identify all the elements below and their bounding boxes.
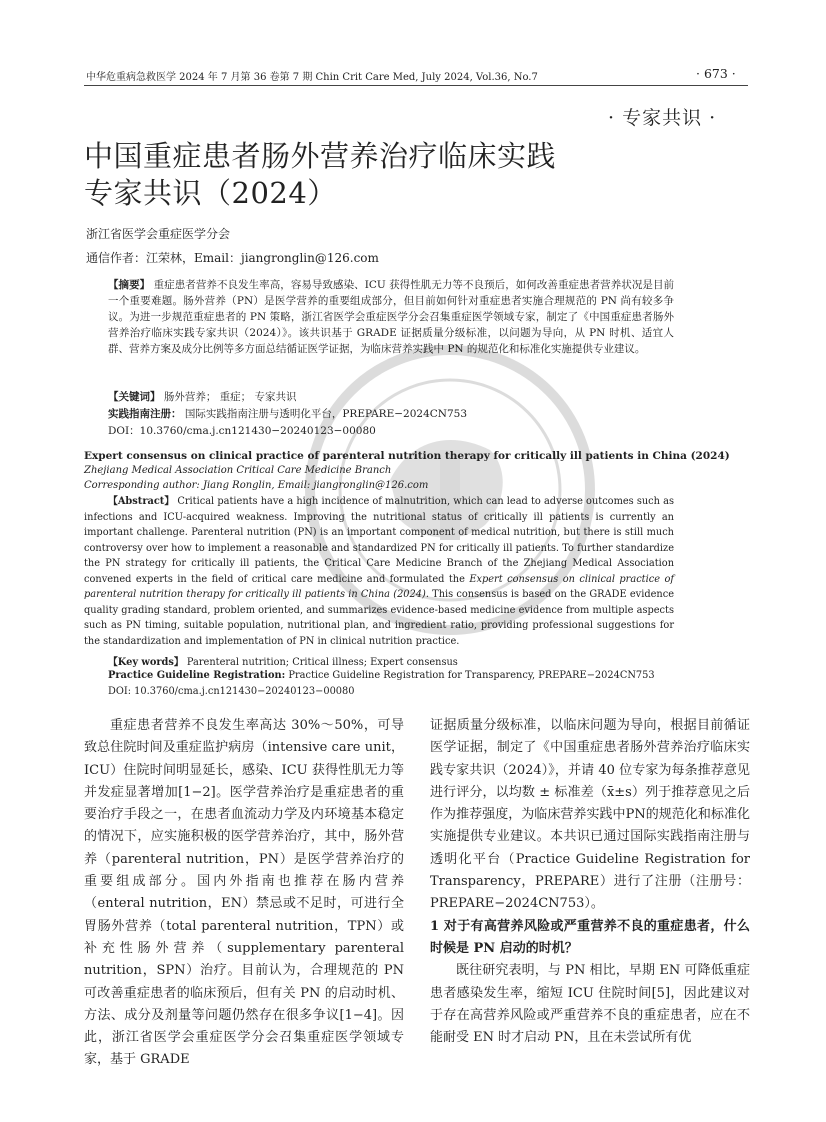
keywords-label: 【关键词】: [108, 391, 161, 403]
english-abstract: [84, 494, 674, 649]
abstract-text: 重症患者营养不良发生率高，容易导致感染、ICU 获得性肌无力等不良预后，如何改善重症患者营养状况是目前一个重要难题。肠外营养（PN）是医学营养的重要组成部分，但目前如何针对重症患者实施合理规范的 PN 尚有较多争议。为进一步规范重症患者的 PN 策略，浙江省医学会重症医学分会召集重症医学领域专家，制定了《中国重症患者肠外营养治疗临床实践专家共识（2024）》。该共识基于 GRADE 证据质量分级标准，以问题为导向，从 PN 时机、适宜人群、营养方案及成分比例等多方面总结循证医学证据，为临床营养实践中 PN 的规范化和标准化实施提供专业建议。: [108, 279, 675, 355]
body-paragraph-2: 既往研究表明，与 PN 相比，早期 EN 可降低重症患者感染发生率，缩短 ICU 住院时间[5]，因此建议对于存在高营养风险或严重营养不良的重症患者，应在不能耐受 EN 时才启动 PN，且在未尝试所有优: [430, 963, 750, 1046]
body-paragraph-cont: 证据质量分级标准，以临床问题为导向，根据目前循证医学证据，制定了《中国重症患者肠外营养治疗临床实践专家共识（2024）》，并请 40 位专家为每条推荐意见进行评分，以均数 ± 标准差（x̄±s）列于推荐意见之后作为推荐强度，为临床营养实践中PN的规范化和标准化实施提供专业建议。本共识已通过国际实践指南注册与透明化平台（Practice Guideline Registration for Transparency，PREPARE）进行了注册（注册号：PREPARE−2024CN753）。: [430, 718, 750, 912]
en-registration-label: Practice Guideline Registration:: [108, 670, 286, 681]
corresponding-author: 通信作者：江荣林，Email：jiangronglin@126.com: [86, 251, 379, 265]
chinese-abstract: [108, 277, 674, 357]
en-abstract-label: 【Abstract】: [108, 496, 175, 507]
journal-header: 中华危重病急救医学 2024 年 7 月第 36 卷第 7 期 Chin Crit Care Med, July 2024, Vol.36, No.7: [86, 72, 538, 83]
cn-doi: DOI：10.3760/cma.j.cn121430−20240123−00080: [108, 425, 376, 437]
en-registration-text: Practice Guideline Registration for Transparency, PREPARE−2024CN753: [288, 670, 655, 681]
en-keywords: [108, 654, 458, 668]
registration-text: 国际实践指南注册与透明化平台，PREPARE−2024CN753: [184, 408, 468, 420]
body-paragraph: 重症患者营养不良发生率高达 30%～50%，可导致总住院时间及重症监护病房（intensive care unit，ICU）住院时间明显延长，感染、ICU 获得性肌无力等并发症显著增加[1−2]。医学营养治疗是重症患者的重要治疗手段之一，在患者血流动力学及内环境基本稳定的情况下，应实施积极的医学营养治疗，其中，肠外营养（parenteral nutrition，PN）是医学营养治疗的重要组成部分。国内外指南也推荐在肠内营养（enteral nutrition，EN）禁忌或不足时，可进行全胃肠外营养（total parenteral nutrition，TPN）或补充性肠外营养（supplementary parenteral nutrition，SPN）治疗。目前认为，合理规范的 PN 可改善重症患者的临床预后，但有关 PN 的启动时机、方法、成分及剂量等问题仍然存在很多争议[1−4]。因此，浙江省医学会重症医学分会召集重症医学领域专家，基于 GRADE: [84, 718, 404, 1068]
keywords-text: 肠外营养； 重症； 专家共识: [163, 391, 297, 403]
cn-keywords: [108, 389, 297, 404]
english-title: Expert consensus on clinical practice of parenteral nutrition therapy for critically ill patients in China (2024): [84, 450, 730, 462]
title-line-2: 专家共识（2024）: [84, 176, 337, 210]
en-keywords-label: 【Key words】: [108, 657, 184, 668]
title-line-1: 中国重症患者肠外营养治疗临床实践: [84, 139, 557, 173]
registration-label: 实践指南注册：: [108, 408, 182, 420]
en-abstract-text-1: Critical patients have a high incidence of malnutrition, which can lead to adverse outcomes such as infections and ICU-acquired weakness. Improving the nutritional status of critically ill patients is currently an important challenge. Parenteral nutrition (PN) is an important component of medical nutrition, but there is still much controversy over how to implement a reasonable and standardized PN for critically ill patients. To further standardize the PN strategy for critically ill patients, the Critical Care Medicine Branch of the Zhejiang Medical Association convened experts in the field of critical care medicine and formulated the: [84, 496, 674, 585]
en-registration: [108, 670, 655, 681]
page-number: · 673 ·: [696, 66, 736, 81]
en-doi: DOI: 10.3760/cma.j.cn121430−20240123−00080: [108, 686, 355, 697]
en-keywords-text: Parenteral nutrition; Critical illness; Expert consensus: [186, 657, 458, 668]
en-abstract-text-2: This consensus is based on the GRADE evidence quality grading standard, problem oriented, and summarizes evidence-based medicine evidence from multiple aspects such as PN timing, suitable population, nutritional plan, and ingredient ratio, providing professional suggestions for the standardization and implementation of PN in clinical nutrition practice.: [84, 589, 674, 647]
en-abstract-italic: Expert consensus on clinical practice of parenteral nutrition therapy for critically ill patients in China (2024).: [84, 573, 674, 600]
header-rule: [84, 85, 748, 86]
abstract-label: 【摘要】: [108, 279, 151, 291]
english-corresponding: Corresponding author: Jiang Ronglin, Email: jiangronglin@126.com: [84, 480, 429, 491]
author-org: 浙江省医学会重症医学分会: [86, 227, 231, 241]
section-heading-1: 1 对于有高营养风险或严重营养不良的重症患者，什么时候是 PN 启动的时机？: [430, 918, 750, 956]
english-org: Zhejiang Medical Association Critical Care Medicine Branch: [84, 465, 392, 476]
cn-registration: [108, 406, 467, 421]
section-label: · 专家共识 ·: [608, 107, 717, 129]
body-right-column: [430, 715, 750, 1049]
body-left-column: [84, 715, 404, 1072]
paper-title: [84, 138, 556, 212]
